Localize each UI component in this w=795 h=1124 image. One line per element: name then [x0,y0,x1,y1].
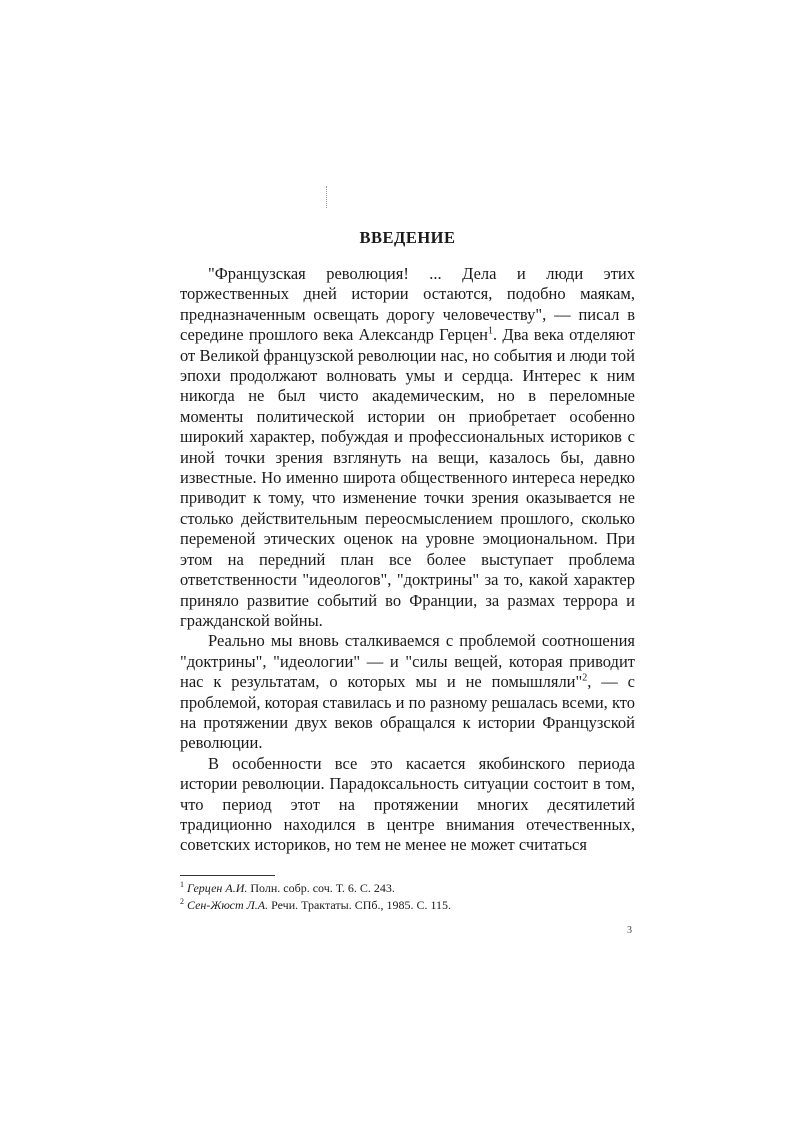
footnote-1 [180,880,635,897]
page-number: 3 [627,925,632,936]
paragraph-2-text-a: Реально мы вновь сталкиваемся с проблемой соотношения "доктрины", "идеологии" — и "силы вещей, которая приводит нас к результатам, о которых мы и не помышляли" [180,631,635,692]
paragraph-2 [180,631,635,753]
footnote-1-text: Полн. собр. соч. Т. 6. С. 243. [247,881,395,895]
scan-artifact-mark [326,186,328,208]
chapter-heading: ВВЕДЕНИЕ [359,228,456,247]
footnote-2-author: Сен-Жюст Л.А. [187,898,269,912]
paragraph-2-text-b: , — с проблемой, которая ставилась и по разному решалась всеми, кто на протяжении двух веков обращался к истории Французской революции. [180,672,635,753]
footnote-2 [180,897,635,914]
footnote-1-number: 1 [180,880,184,889]
footnote-separator [180,875,275,876]
footnote-1-author: Герцен А.И. [187,881,248,895]
paragraph-1-text-a: "Французская революция! ... Дела и люди этих торжественных дней истории остаются, подобно маякам, предназначенным освещать дорогу человечеству", — писал в середине прошлого века Александр Герцен [180,264,635,345]
footnote-2-text: Речи. Трактаты. СПб., 1985. С. 115. [268,898,452,912]
paragraph-1 [180,264,635,631]
paragraph-1-text-b: . Два века отделяют от Великой французской революции нас, но события и люди той эпохи продолжают волновать умы и сердца. Интерес к ним никогда не был чисто академическим, но в переломные моменты политической истории он приобретает особенно широкий характер, побуждая и профессиональных историков с иной точки зрения взглянуть на вещи, казалось бы, давно известные. Но именно широта общественного интереса нередко приводит к тому, что изменение точки зрения оказывается не столько действительным переосмыслением прошлого, сколько переменой этических оценок на уровне эмоциональном. При этом на передний план все более выступает проблема ответственности "идеологов", "доктрины" за то, какой характер приняло развитие событий во Франции, за размах террора и гражданской войны. [180,325,635,630]
footnotes [180,880,635,914]
paragraph-3: В особенности все это касается якобинского периода истории революции. Парадоксальность ситуации состоит в том, что период этот на протяжении многих десятилетий традиционно находился в центре внимания отечественных, советских историков, но тем не менее не может считаться [180,753,635,855]
footnote-2-number: 2 [180,897,184,906]
footnote-ref-2: 2 [582,672,588,684]
body-text [180,264,635,856]
footnote-ref-1: 1 [488,325,494,337]
